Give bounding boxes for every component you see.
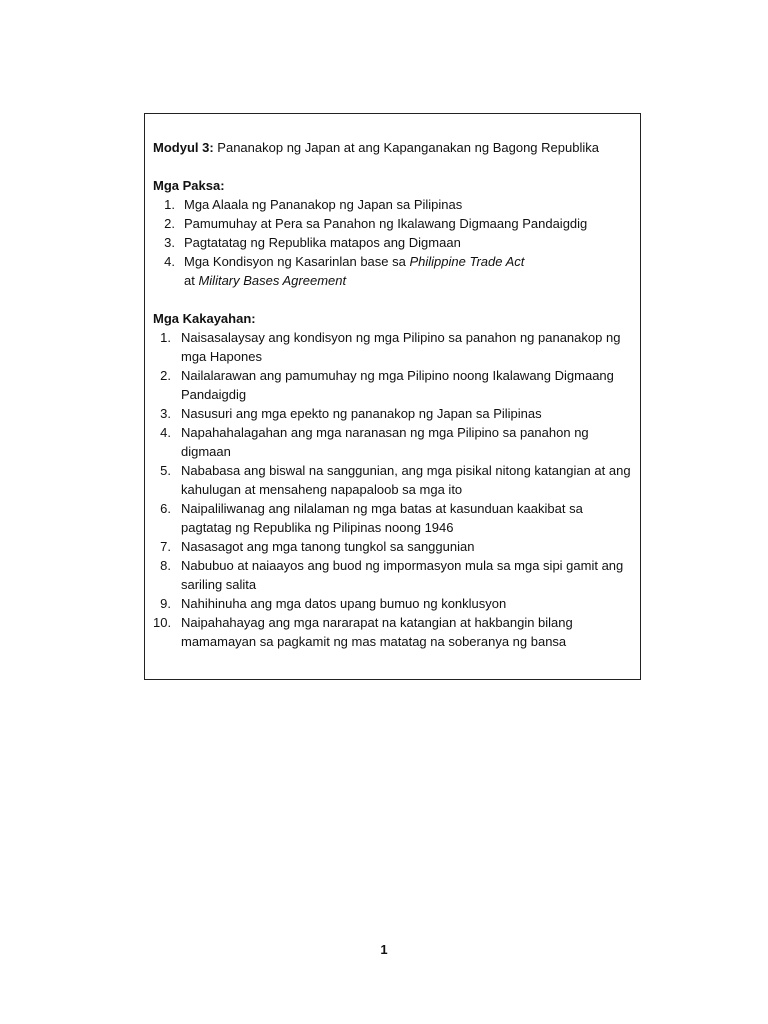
- skill-number: 8.: [160, 558, 171, 573]
- skills-heading: Mga Kakayahan:: [153, 311, 256, 326]
- page-number: 1: [380, 942, 388, 957]
- skill-item: [153, 423, 633, 461]
- skill-item: [153, 328, 633, 366]
- topic-text: Mga Kondisyon ng Kasarinlan base sa: [184, 254, 410, 269]
- skill-text: Nasusuri ang mga epekto ng pananakop ng Japan sa Pilipinas: [181, 406, 542, 421]
- skill-item: [153, 594, 633, 613]
- topic-number: 3.: [164, 235, 175, 250]
- module-label: Modyul 3:: [153, 140, 214, 155]
- skill-item: [153, 556, 633, 594]
- skill-item: [153, 537, 633, 556]
- skills-list: [153, 328, 633, 651]
- topic-number: 2.: [164, 216, 175, 231]
- skill-number: 4.: [160, 425, 171, 440]
- topic-text: Mga Alaala ng Pananakop ng Japan sa Pilipinas: [184, 197, 463, 212]
- topic-item: [153, 214, 633, 233]
- skill-text: Napahahalagahan ang mga naranasan ng mga Pilipino sa panahon ng digmaan: [181, 425, 589, 459]
- skill-text: Naipahahayag ang mga nararapat na katangian at hakbangin bilang mamamayan sa pagkamit ng mas matatag na soberanya ng bansa: [181, 615, 573, 649]
- topics-list: [153, 195, 633, 290]
- skill-text: Nababasa ang biswal na sanggunian, ang mga pisikal nitong katangian at ang kahulugan at mensaheng napapaloob sa mga ito: [181, 463, 631, 497]
- topic-text: Pagtatatag ng Republika matapos ang Digmaan: [184, 235, 461, 250]
- skill-number: 7.: [160, 539, 171, 554]
- skill-number: 1.: [160, 330, 171, 345]
- topics-heading: Mga Paksa:: [153, 178, 225, 193]
- topic-number: 4.: [164, 254, 175, 269]
- skill-text: Naisasalaysay ang kondisyon ng mga Pilipino sa panahon ng pananakop ng mga Hapones: [181, 330, 621, 364]
- skill-text: Nailalarawan ang pamumuhay ng mga Pilipino noong Ikalawang Digmaang Pandaigdig: [181, 368, 614, 402]
- topic-item: [153, 195, 633, 214]
- skill-number: 2.: [160, 368, 171, 383]
- skill-text: Nahihinuha ang mga datos upang bumuo ng konklusyon: [181, 596, 507, 611]
- skill-item: [153, 613, 633, 651]
- skill-number: 10.: [153, 615, 172, 630]
- skill-item: [153, 461, 633, 499]
- topic-number: 1.: [164, 197, 175, 212]
- topic-item: [153, 252, 633, 290]
- skill-item: [153, 499, 633, 537]
- skill-number: 9.: [160, 596, 171, 611]
- skill-number: 5.: [160, 463, 171, 478]
- skill-text: Nasasagot ang mga tanong tungkol sa sanggunian: [181, 539, 475, 554]
- module-title-text: Pananakop ng Japan at ang Kapanganakan ng Bagong Republika: [217, 140, 599, 155]
- skill-number: 6.: [160, 501, 171, 516]
- skill-text: Naipaliliwanag ang nilalaman ng mga batas at kasunduan kaakibat sa pagtatag ng Republika ng Pilipinas noong 1946: [181, 501, 583, 535]
- topic-text: Pamumuhay at Pera sa Panahon ng Ikalawang Digmaang Pandaigdig: [184, 216, 588, 231]
- module-title: [153, 138, 633, 157]
- topic-italic-bases-agreement: Military Bases Agreement: [198, 273, 347, 288]
- topic-text-continuation: at: [184, 273, 199, 288]
- skill-item: [153, 366, 633, 404]
- topic-italic-trade-act: Philippine Trade Act: [409, 254, 525, 269]
- skill-number: 3.: [160, 406, 171, 421]
- skill-item: [153, 404, 633, 423]
- module-overview-content: [153, 138, 633, 651]
- topic-item: [153, 233, 633, 252]
- skill-text: Nabubuo at naiaayos ang buod ng impormasyon mula sa mga sipi gamit ang sariling salita: [181, 558, 624, 592]
